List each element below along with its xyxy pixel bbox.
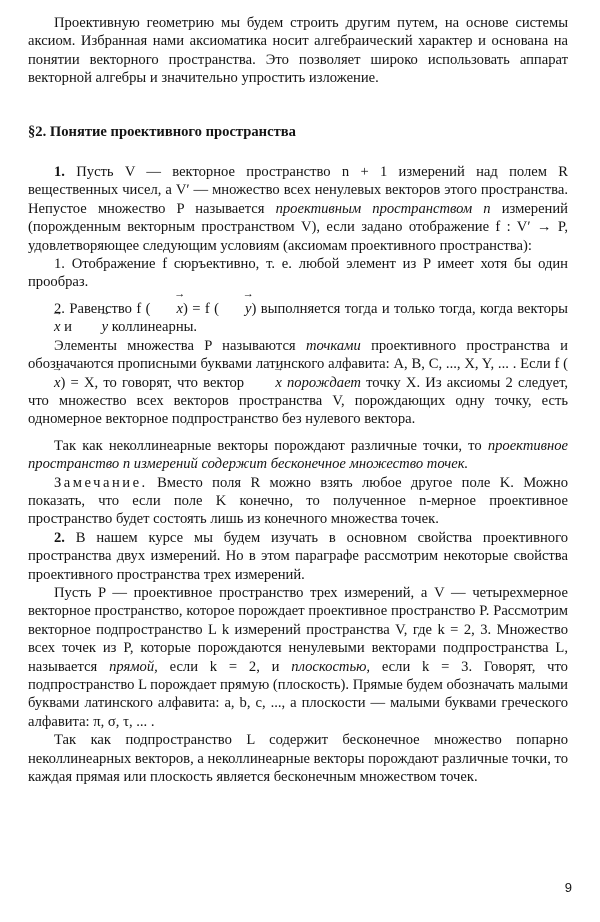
lines-text-a: Пусть P — проективное пространство трех измерений, а V — четырехмерное векторное пространство, которое порождает проективное пространство P. Рассмотрим векторное подпространство L k измерений пространства V, где k = 2, 3. Множество всех точек из P, которые порождаются ненулевыми векторами подпространства L, называется	[28, 584, 568, 675]
final-paragraph: Так как подпространство L содержит бесконечное множество попарно неколлинеарных векторов, а неколлинеарные векторы порождают различные точки, то каждая прямая или плоскость является бесконечным множеством точек.	[28, 732, 568, 786]
points-paragraph	[28, 337, 568, 429]
term-generates: порождает	[287, 374, 361, 391]
item-1-text-a: Пусть V — векторное пространство n + 1 измерений над полем R вещественных чисел, а V′ — множество всех ненулевых векторов этого пространства. Непустое множество P называется	[28, 164, 568, 217]
axiom-2-text-d: и	[64, 319, 72, 336]
axiom-2	[28, 300, 568, 337]
page-number: 9	[564, 880, 572, 895]
item-1-number: 1.	[54, 164, 65, 181]
term-plane: плоскостью,	[291, 658, 371, 675]
vector-x: → x	[151, 300, 183, 318]
page-body	[28, 14, 568, 786]
vector-x-3: → x	[28, 374, 60, 392]
axiom-2-text-c: ) выполняется тогда и только тогда, когда векторы	[251, 300, 568, 317]
term-line: прямой,	[109, 658, 158, 675]
item-1-paragraph	[28, 163, 568, 255]
points-text-a: Элементы множества P называются	[54, 337, 296, 354]
axiom-2-text-b: ) = f (	[182, 300, 219, 317]
term-infinite-points: проективное пространство n измерений содержит бесконечное множество точек.	[28, 437, 568, 473]
lines-text-c: если k = 3. Говорят, что подпространство L порождает прямую (плоскость). Прямые будем обозначать малыми буквами латинского алфавита: a, b, c, ..., а плоскости — малыми буквами греческого алфавита: π, σ, τ, ... .	[28, 658, 568, 730]
infinite-text-a: Так как неколлинеарные векторы порождают различные точки, то	[54, 437, 482, 454]
axiom-2-text-a: 2. Равенство f (	[54, 300, 151, 317]
lines-text-b: если k = 2, и	[169, 658, 280, 675]
item-2-text: В нашем курсе мы будем изучать в основном свойства проективного пространства двух измерений. Но в этом параграфе рассмотрим некоторые свойства проективного пространства трех измерений.	[28, 529, 568, 583]
term-projective-space: проективным пространством n	[275, 200, 491, 217]
axiom-2-text-e: коллинеарны.	[111, 319, 198, 336]
intro-paragraph: Проективную геометрию мы будем строить другим путем, на основе системы аксиом. Избранная нами аксиоматика носит алгебраический характер и основана на понятии векторного пространства. Это позволяет широко использовать аппарат векторной алгебры и значительно упростить изложение.	[28, 15, 568, 87]
vector-x-2: → x	[28, 318, 60, 336]
points-text-d: точку X. Из аксиомы 2 следует, что множество всех векторов пространства V, порождающих одну точку, есть одномерное векторное подпространство без нулевого вектора.	[28, 374, 569, 428]
remark-label: Замечание.	[54, 474, 148, 491]
remark-paragraph	[28, 474, 568, 529]
lines-paragraph	[28, 584, 568, 731]
remark-text: Вместо поля R можно взять любое другое поле K. Можно показать, что если поле K конечно, то полученное n-мерное проективное пространство будет состоять лишь из конечного множества точек.	[28, 474, 568, 528]
points-text-b: проективного пространства и обозначаются прописными буквами латинского алфавита: A, B, C, ..., X, Y, ... . Если f (	[28, 337, 568, 373]
vector-x-4: → x	[249, 374, 281, 392]
term-points: точками	[305, 337, 361, 354]
section-title: §2. Понятие проективного пространства	[28, 123, 296, 140]
vector-y-2: → y	[76, 318, 108, 336]
item-2-paragraph	[28, 529, 568, 584]
item-2-number: 2.	[54, 529, 65, 546]
vector-y: → y	[219, 300, 251, 318]
points-text-c: ) = X, то говорят, что вектор	[60, 374, 245, 391]
item-1-text-b: измерений (порожденным векторным пространством V), если задано отображение f : V′ → P, удовлетворяющее следующим условиям (аксиомам проективного пространства):	[28, 200, 568, 254]
axiom-1: 1. Отображение f сюръективно, т. е. любой элемент из P имеет хотя бы один прообраз.	[28, 256, 568, 291]
infinite-paragraph	[28, 437, 568, 474]
